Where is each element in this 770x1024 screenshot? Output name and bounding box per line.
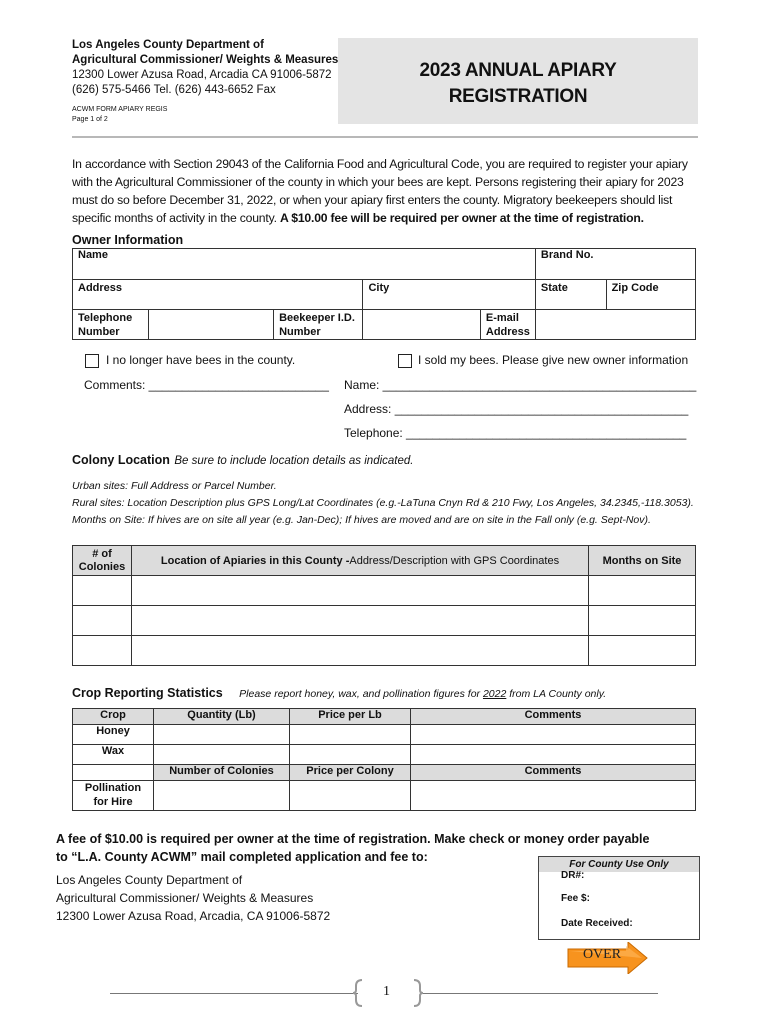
location-field[interactable]: [132, 576, 589, 606]
crop-heading: Crop Reporting Statistics: [72, 686, 223, 700]
colony-heading-note: Be sure to include location details as indicated.: [174, 455, 414, 467]
table-row: [73, 781, 696, 811]
pollination-colonies-field[interactable]: [154, 781, 290, 811]
email-label-1: E-mail: [485, 312, 519, 324]
city-cell[interactable]: [363, 280, 535, 310]
form-title: [338, 58, 698, 110]
comments-header-label: Comments: [524, 709, 582, 721]
wax-label: Wax: [101, 745, 125, 757]
email-field[interactable]: [535, 310, 695, 340]
comments2-label: Comments: [524, 765, 582, 777]
honey-comments-field[interactable]: [411, 725, 696, 745]
months-field[interactable]: [589, 636, 696, 666]
crop-note: [239, 688, 606, 700]
brand-label: Brand No.: [540, 249, 594, 261]
location-field[interactable]: [132, 636, 589, 666]
comments2-header: [411, 765, 696, 781]
footer-line-right: [420, 993, 658, 994]
city-label: City: [368, 282, 390, 294]
dept-line-2: Agricultural Commissioner/ Weights & Measures: [72, 54, 339, 66]
state-cell[interactable]: [535, 280, 606, 310]
title-line-2: REGISTRATION: [448, 86, 588, 107]
brand-cell[interactable]: [535, 249, 695, 280]
colonies-header-1: # of: [92, 547, 112, 560]
mail-line-1: Los Angeles County Department of: [56, 873, 243, 887]
pollination-label-cell: [73, 781, 154, 811]
location-header-rest: Address/Description with GPS Coordinates: [349, 554, 560, 567]
dept-phone: (626) 575-5466 Tel. (626) 443-6652 Fax: [72, 84, 276, 96]
email-label-2: Address: [485, 326, 530, 338]
months-header: [589, 546, 696, 576]
title-box: [338, 38, 698, 124]
price-lb-header-label: Price per Lb: [318, 709, 382, 721]
over-label: OVER: [582, 947, 622, 962]
telephone-label-1: Telephone: [78, 312, 133, 324]
table-row: [73, 745, 696, 765]
pollination-label-1: Pollination: [84, 782, 142, 794]
table-row: [73, 576, 696, 606]
rural-note: Rural sites: Location Description plus GPS Long/Lat Coordinates (e.g.-LaTuna Cnyn Rd & 210 Fwy, Los Angeles, 34.2345,-118.3053).: [72, 497, 694, 509]
date-received-field[interactable]: Date Received:: [561, 918, 633, 929]
footer-line-left: [110, 993, 358, 994]
zip-cell[interactable]: [606, 280, 695, 310]
num-colonies-label: Number of Colonies: [169, 765, 274, 777]
page-number: 1: [383, 984, 390, 999]
urban-note: Urban sites: Full Address or Parcel Number.: [72, 480, 277, 492]
beekeeper-field[interactable]: [363, 310, 480, 340]
price-colony-header: [290, 765, 411, 781]
honey-price-field[interactable]: [290, 725, 411, 745]
honey-quantity-field[interactable]: [154, 725, 290, 745]
pollination-comments-field[interactable]: [411, 781, 696, 811]
intro-fee-bold: A $10.00 fee will be required per owner at the time of registration.: [279, 211, 644, 225]
mailing-address: [56, 871, 330, 925]
months-note: Months on Site: If hives are on site all year (e.g. Jan-Dec); If hives are moved and are on site in the Fall only (e.g. Sept-Nov).: [72, 514, 651, 526]
crop-note-pre: Please report honey, wax, and pollination figures for: [239, 688, 483, 700]
quantity-header-label: Quantity (Lb): [187, 709, 256, 721]
dept-line-1: Los Angeles County Department of: [72, 39, 264, 51]
sold-bees-checkbox[interactable]: [398, 354, 412, 368]
colonies-header: [73, 546, 132, 576]
crop-heading-block: [72, 684, 606, 702]
crop-note-year: 2022: [482, 688, 507, 700]
crop-table: [72, 708, 696, 811]
state-label: State: [540, 282, 568, 294]
owner-table: [72, 248, 696, 340]
beekeeper-label-1: Beekeeper I.D.: [279, 312, 355, 324]
price-lb-header: [290, 709, 411, 725]
fee-field[interactable]: Fee $:: [561, 893, 590, 904]
wax-label-cell: [73, 745, 154, 765]
months-field[interactable]: [589, 606, 696, 636]
table-row: [73, 606, 696, 636]
colonies-field[interactable]: [73, 636, 132, 666]
wax-price-field[interactable]: [290, 745, 411, 765]
no-bees-checkbox[interactable]: [85, 354, 99, 368]
honey-label: Honey: [96, 725, 130, 737]
email-label-cell: [480, 310, 535, 340]
pollination-label-2: for Hire: [93, 796, 133, 808]
fee-line-2: to “L.A. County ACWM” mail completed application and fee to:: [56, 850, 428, 864]
address-label: Address: [78, 282, 123, 294]
department-header: [72, 38, 338, 98]
owner-name-cell[interactable]: [73, 249, 536, 280]
honey-label-cell: [73, 725, 154, 745]
pollination-price-field[interactable]: [290, 781, 411, 811]
dept-address: 12300 Lower Azusa Road, Arcadia CA 91006-5872: [72, 69, 332, 81]
crop-header: [73, 709, 154, 725]
num-colonies-header: [154, 765, 290, 781]
county-use-box: [538, 856, 700, 940]
sold-bees-label: I sold my bees. Please give new owner information: [418, 353, 689, 367]
intro-paragraph: [72, 155, 700, 227]
owner-heading: Owner Information: [72, 233, 184, 247]
months-field[interactable]: [589, 576, 696, 606]
telephone-field[interactable]: [149, 310, 274, 340]
mail-line-3: 12300 Lower Azusa Road, Arcadia, CA 91006-5872: [56, 909, 331, 923]
location-header-bold: Location of Apiaries in this County -: [160, 554, 350, 567]
intro-text: In accordance with Section 29043 of the California Food and Agricultural Code, you are required to register your apiary with the Agricultural Commissioner of the county in which your bees are kept. Persons registering their apiary for 2023 must do so before December 31, 2022, or when your apiary first enters the county. Migratory beekeepers should list specific months of activity in the county.: [72, 157, 688, 225]
form-id: ACWM FORM APIARY REGIS: [72, 106, 168, 113]
telephone-label-cell: [73, 310, 149, 340]
colony-table: [72, 545, 696, 666]
table-row: [73, 636, 696, 666]
over-arrow-icon: [566, 942, 648, 974]
dr-field[interactable]: DR#:: [561, 870, 585, 881]
colony-heading-block: [72, 451, 413, 469]
zip-label: Zip Code: [611, 282, 659, 294]
comments-field[interactable]: Comments: ___________________________: [84, 378, 329, 392]
new-owner-address-field[interactable]: Address: ____________________________________________: [344, 402, 689, 416]
telephone-label-2: Number: [78, 326, 120, 338]
no-bees-label: I no longer have bees in the county.: [106, 353, 296, 367]
comments-header: [411, 709, 696, 725]
mail-line-2: Agricultural Commissioner/ Weights & Measures: [56, 891, 314, 905]
location-header: [132, 546, 589, 576]
crop-header-label: Crop: [100, 709, 126, 721]
blank-header-cell: [73, 765, 154, 781]
location-field[interactable]: [132, 606, 589, 636]
beekeeper-label-2: Number: [279, 326, 321, 338]
colonies-field[interactable]: [73, 606, 132, 636]
form-id-block: [72, 105, 167, 125]
months-header-label: Months on Site: [602, 554, 682, 567]
new-owner-name-field[interactable]: Name: _______________________________________________: [344, 378, 697, 392]
fee-line-1: A fee of $10.00 is required per owner at the time of registration. Make check or money order payable: [56, 832, 650, 846]
address-cell[interactable]: [73, 280, 363, 310]
county-use-heading: For County Use Only: [539, 857, 699, 872]
beekeeper-label-cell: [274, 310, 363, 340]
colony-heading: Colony Location: [72, 453, 170, 467]
crop-note-post: from LA County only.: [506, 688, 607, 700]
price-colony-label: Price per Colony: [306, 765, 394, 777]
colonies-header-2: Colonies: [78, 560, 126, 573]
table-row: [73, 725, 696, 745]
title-line-1: 2023 ANNUAL APIARY: [419, 60, 617, 81]
name-label: Name: [78, 249, 108, 261]
quantity-header: [154, 709, 290, 725]
page-of: Page 1 of 2: [72, 116, 108, 123]
colony-instructions: [72, 478, 712, 529]
header-divider: [72, 136, 698, 138]
wax-quantity-field[interactable]: [154, 745, 290, 765]
new-owner-telephone-field[interactable]: Telephone: __________________________________________: [344, 426, 687, 440]
colonies-field[interactable]: [73, 576, 132, 606]
wax-comments-field[interactable]: [411, 745, 696, 765]
